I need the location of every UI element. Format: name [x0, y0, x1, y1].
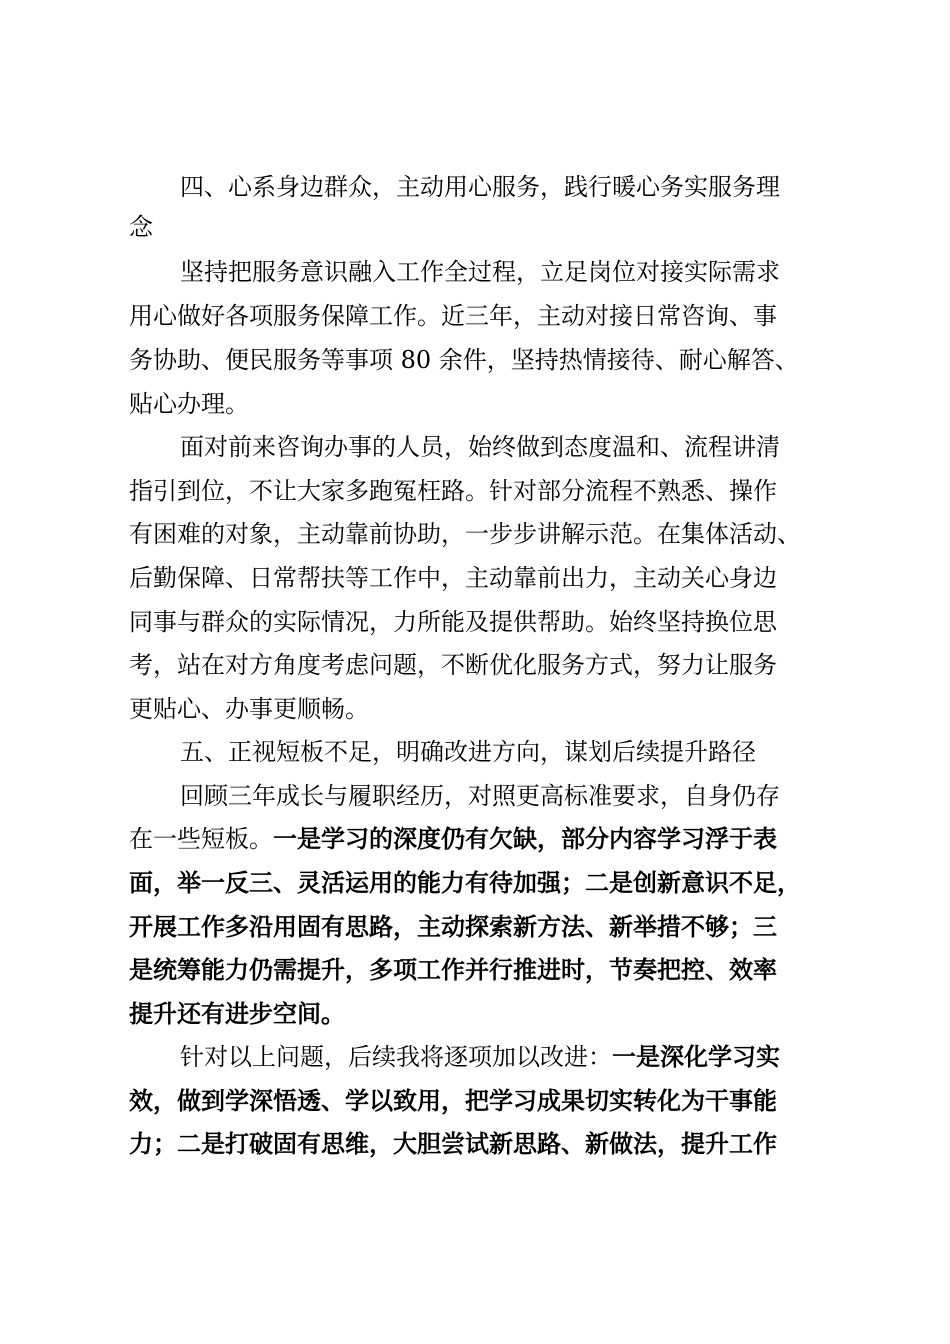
paragraph-3-line-1: [0, 781, 950, 811]
paragraph-2-line-2: [0, 476, 950, 506]
text-run: 坚持把服务意识融入工作全过程，立足岗位对接实际需求: [180, 258, 780, 286]
paragraph-1-line-4: [0, 389, 950, 419]
paragraph-2-line-4: [0, 563, 950, 593]
paragraph-1-line-2: [0, 301, 950, 331]
paragraph-4-line-1: [0, 1042, 950, 1072]
text-run: 更贴心、办事更顺畅。: [129, 695, 369, 723]
text-run: 四、心系身边群众，主动用心服务，践行暖心务实服务理: [180, 173, 780, 201]
text-run: 回顾三年成长与履职经历，对照更高标准要求，自身仍存: [180, 782, 780, 810]
bold-text-run: 开展工作多沿用固有思路，主动探索新方法、新举措不够；三: [129, 912, 777, 941]
text-run: 念: [129, 213, 153, 241]
text-run: 考，站在对方角度考虑问题，不断优化服务方式，努力让服务: [129, 651, 777, 679]
text-run: 有困难的对象，主动靠前协助，一步步讲解示范。在集体活动、: [129, 520, 801, 548]
bold-text-run: 一是学习的深度仍有欠缺，部分内容学习浮于表: [273, 824, 777, 853]
section-4-heading-line-2: [0, 212, 950, 242]
paragraph-2-line-1: [0, 432, 950, 462]
section-5-heading-line-1: [0, 737, 950, 767]
paragraph-2-line-7: [0, 694, 950, 724]
text-run: 贴心办理。: [129, 390, 249, 418]
paragraph-3-line-6: [0, 999, 950, 1029]
bold-text-run: 是统筹能力仍需提升，多项工作并行推进时，节奏把控、效率: [129, 955, 777, 984]
paragraph-3-line-3: [0, 868, 950, 898]
text-run: 指引到位，不让大家多跑冤枉路。针对部分流程不熟悉、操作: [129, 477, 777, 505]
bold-text-run: 效，做到学深悟透、学以致用，把学习成果切实转化为干事能: [129, 1086, 777, 1115]
paragraph-2-line-3: [0, 519, 950, 549]
paragraph-3-line-4: [0, 912, 950, 942]
text-run: 五、正视短板不足，明确改进方向，谋划后续提升路径: [180, 738, 756, 766]
text-run: 务协助、便民服务等事项 80 余件，坚持热情接待、耐心解答、: [129, 346, 799, 374]
paragraph-3-line-5: [0, 955, 950, 985]
paragraph-2-line-6: [0, 650, 950, 680]
text-run: 后勤保障、日常帮扶等工作中，主动靠前出力，主动关心身边: [129, 564, 777, 592]
paragraph-4-line-2: [0, 1086, 950, 1116]
paragraph-2-line-5: [0, 607, 950, 637]
text-run: 用心做好各项服务保障工作。近三年，主动对接日常咨询、事: [129, 302, 777, 330]
section-4-heading-line-1: [0, 172, 950, 202]
paragraph-1-line-1: [0, 257, 950, 287]
text-run: 面对前来咨询办事的人员，始终做到态度温和、流程讲清: [180, 433, 780, 461]
paragraph-3-line-2: [0, 824, 950, 854]
text-run: 同事与群众的实际情况，力所能及提供帮助。始终坚持换位思: [129, 608, 777, 636]
text-run: 在一些短板。: [129, 825, 273, 853]
paragraph-4-line-3: [0, 1129, 950, 1159]
bold-text-run: 提升还有进步空间。: [129, 999, 345, 1028]
text-run: 针对以上问题，后续我将逐项加以改进：: [180, 1043, 612, 1071]
bold-text-run: 一是深化学习实: [612, 1042, 780, 1071]
paragraph-1-line-3: [0, 345, 950, 375]
bold-text-run: 面，举一反三、灵活运用的能力有待加强；二是创新意识不足，: [129, 868, 801, 897]
bold-text-run: 力；二是打破固有思维，大胆尝试新思路、新做法，提升工作: [129, 1129, 777, 1158]
